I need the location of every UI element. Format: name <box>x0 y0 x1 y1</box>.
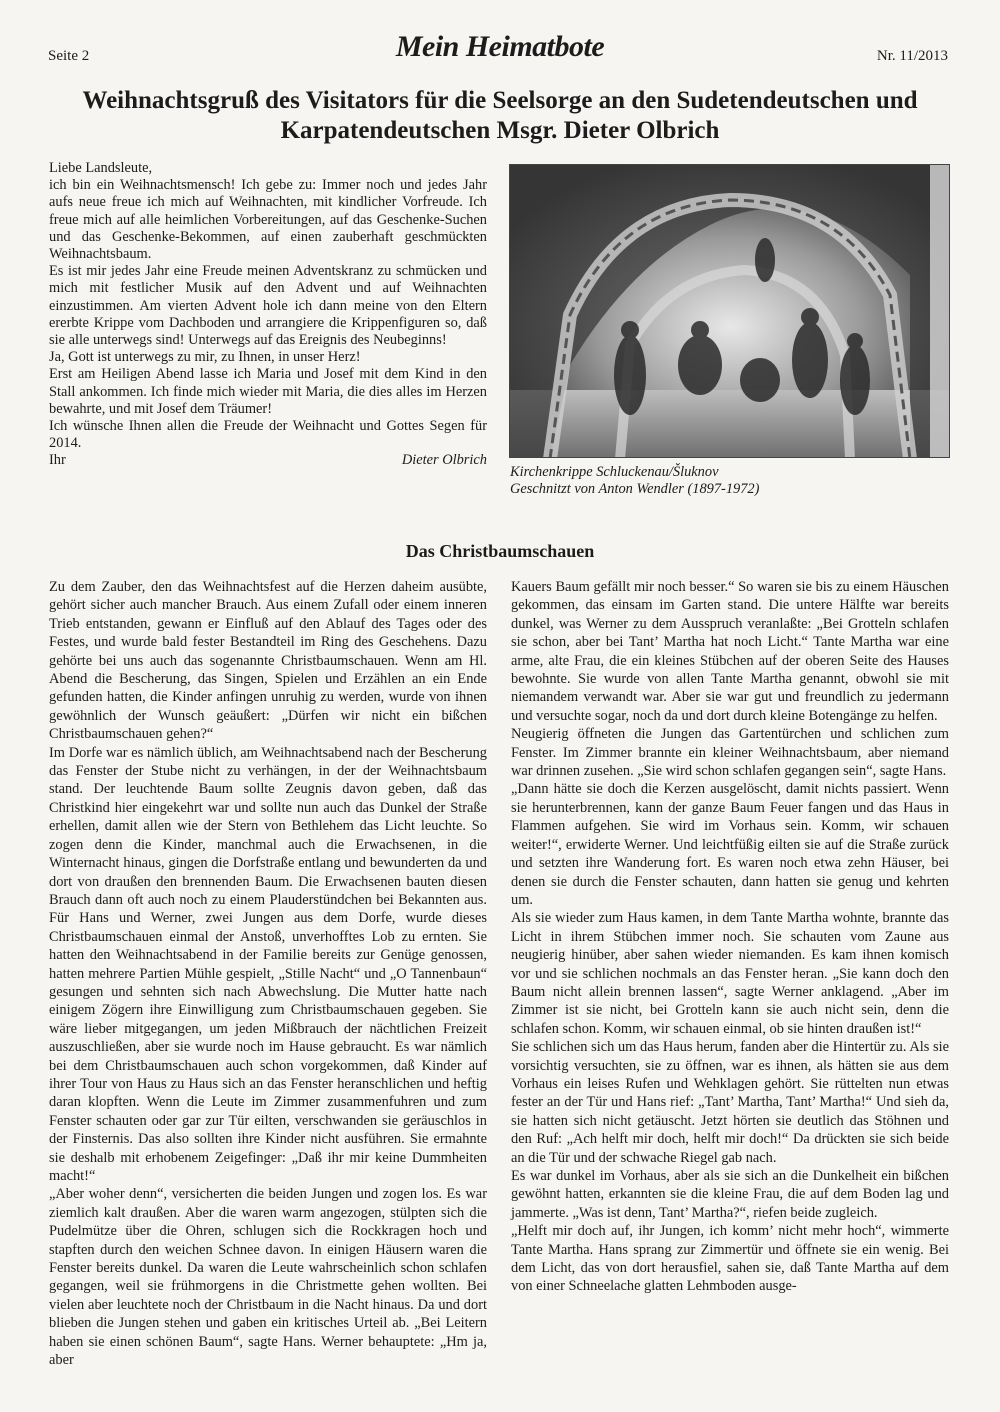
paragraph: Liebe Landsleute, <box>49 160 153 176</box>
nativity-scene-image <box>510 165 950 458</box>
paragraph: Neugierig öffneten die Jungen das Gartentürchen und schlichen zum Fenster. Im Zimmer brannte ein kleiner Weihnachtsbaum, aber niemand war drinnen zusehen. „Sie wird schon schlafen gegangen sein“, sagte Hans. <box>511 726 949 780</box>
paragraph: ich bin ein Weihnachtsmensch! Ich gebe zu: Immer noch und jedes Jahr aufs neue freue ich mich auf Weihnachten, mit kindlicher Vorfreude. Ich freue mich auf alle heimlichen Vorbereitungen, auf das Geschenke-Suchen und das Geschenke-Bekommen, auf einen zauberhaft geschmückten Weihnachtsbaum. <box>49 177 487 263</box>
caption-line: Geschnitzt von Anton Wendler (1897-1972) <box>510 481 760 497</box>
masthead-logo: Mein Heimatbote <box>395 30 605 63</box>
photo-caption <box>510 464 759 498</box>
story-title: Das Christbaumschauen <box>405 541 595 561</box>
story-column-right <box>511 578 949 1296</box>
signature: Dieter Olbrich <box>401 452 487 469</box>
caption-line: Kirchenkrippe Schluckenau/Šluknov <box>510 464 719 480</box>
greeting-text <box>49 160 487 470</box>
paragraph: Erst am Heiligen Abend lasse ich Maria und Josef mit dem Kind in den Stall ankommen. Ich finde mich wieder mit Maria, die dies alles im Herzen bewahrte, und mit Josef dem Träumer! <box>49 366 487 417</box>
page-number: Seite 2 <box>48 48 90 64</box>
paragraph: „Dann hätte sie doch die Kerzen ausgelöscht, damit nichts passiert. Wenn sie herunterbrennen, kann der ganze Baum Feuer fangen und das Haus in Flammen aufgehen. Sie wird im Vorhaus sein. Komm, wir schauen weiter!“, erwiderte Werner. Und leichtfüßig eilten sie auf die Straße zurück und setzten ihre Wanderung fort. Es waren noch etwa zehn Häuser, bei denen sie durch die Fenster schauten, dann hatten sie genug und kehrten um. <box>511 781 949 908</box>
closing: Ihr <box>49 452 66 469</box>
paragraph: Ich wünsche Ihnen allen die Freude der Weihnacht und Gottes Segen für 2014. <box>49 418 487 452</box>
paragraph: „Helft mir doch auf, ihr Jungen, ich komm’ nicht mehr hoch“, wimmerte Tante Martha. Hans sprang zur Zimmertür und öffnete sie ein wenig. Bei dem Licht, das von dort herausfiel, sahen sie, daß Tante Martha auf dem von einer Schneelache glatten Lehmboden ausge- <box>511 1223 949 1295</box>
nativity-photo <box>509 164 950 458</box>
paragraph: Ja, Gott ist unterwegs zu mir, zu Ihnen, in unser Herz! <box>49 349 361 366</box>
paragraph: Sie schlichen sich um das Haus herum, fanden aber die Hintertür zu. Als sie vorsichtig versuchten, sie zu öffnen, war es ihnen, als hätten sie aus dem Vorhaus ein leises Rufen und Wehklagen gehört. Sie rüttelten nun etwas fester an der Tür und Hans rief: „Tant’ Martha, Tant’ Martha!“ Und sieh da, sie hatten sich nicht getäuscht. Jetzt hörten sie deutlich das Stöhnen und den Ruf: „Ach helft mir doch, helft mir doch!“ Da drückten sie sich beide an die Tür und der schwache Riegel gab nach. <box>511 1039 949 1166</box>
paragraph: „Aber woher denn“, versicherten die beiden Jungen und zogen los. Es war ziemlich kalt draußen. Aber die waren warm angezogen, stülpten sich die Pudelmütze über die Ohren, schlugen sich die Rockkragen hoch und stapften durch den weichen Schnee davon. In einigen Häusern waren die Fenster bereits dunkel. Da waren die Leute wahrscheinlich schon schlafen gegangen, weil sie frühmorgens in die Christmette gehen wollten. Bei vielen aber leuchtete noch der Christbaum in die Nacht hinaus. Da und dort blieben die Jungen stehen und gaben ein kritisches Urteil ab. „Bei Leitern haben sie einen schönen Baum“, sagte Hans. Werner behauptete: „Hm ja, aber <box>49 1186 487 1369</box>
paragraph: Kauers Baum gefällt mir noch besser.“ So waren sie bis zu einem Häuschen gekommen, das einsam im Garten stand. Die untere Hälfte war bereits dunkel, was Werner zu dem Ausspruch veranlaßte: „Bei Grotteln schlafen sie schon, aber bei Tant’ Martha hat noch Licht.“ Tante Martha war eine arme, alte Frau, die ein kleines Stübchen auf der oberen Seite des Hauses bewohnte. Sie wurde von allen Tante Martha genannt, obwohl sie mit niemandem verwandt war. Aber sie war gut und freundlich zu jedermann und versuchte sogar, noch da und dort durch kleine Botengänge zu helfen. <box>511 579 949 724</box>
paragraph: Es war dunkel im Vorhaus, aber als sie sich an die Dunkelheit ein bißchen gewöhnt hatten, erkannten sie die kleine Frau, die auf dem Boden lag und jammerte. „Was ist denn, Tant’ Martha?“, riefen beide zugleich. <box>511 1168 949 1221</box>
signature-line <box>49 452 487 469</box>
paragraph: Zu dem Zauber, den das Weihnachtsfest auf die Herzen daheim ausübte, gehört sicher auch mancher Brauch. Aus einem Zufall oder einem inneren Trieb entstanden, gewann er Einfluß auf den Ablauf des Tages oder des Festes, und wurde bald fester Bestandteil im Ring des Geschehens. Dazu gehörte bei uns auch das sogenannte Christbaumschauen. Wenn am Hl. Abend die Bescherung, das Singen, Spielen und Erzählen an ein Ende gefunden hatten, die Kinder anfingen unruhig zu werden, wurde von ihnen gewöhnlich der Wunsch geäußert: „Dürfen wir nicht ein bißchen Christbaumschauen gehen?“ <box>49 579 487 743</box>
paragraph: Als sie wieder zum Haus kamen, in dem Tante Martha wohnte, brannte das Licht in ihrem Stübchen immer noch. Sie schauten vom Zaune aus neugierig hinüber, aber sahen wieder niemanden. Es kam ihnen komisch vor und sie schlichen nochmals an das Fenster heran. „Sie kann doch den Baum nicht allein brennen lassen“, sagte Werner anklagend. „Aber im Zimmer ist sie nicht, bei Grotteln kann sie auch nicht sein, denn die schlafen schon. Komm, wir schauen einmal, ob sie hinten draußen ist!“ <box>511 910 949 1037</box>
article-title: Weihnachtsgruß des Visitators für die Seelsorge an den Sudetendeutschen und Karpatendeutschen Msgr. Dieter Olbrich <box>82 87 918 144</box>
story-column-left <box>49 578 487 1369</box>
paragraph: Im Dorfe war es nämlich üblich, am Weihnachtsabend nach der Bescherung das Fenster der Stube nicht zu verhängen, in der der Weihnachtsbaum stand. Der leuchtende Baum sollte Zeugnis davon geben, daß das Christkind hier eingekehrt war und sollte nun auch das Dunkel der Straße erhellen, damit allen wie der Stern von Bethlehem das Licht leuchte. So zogen denn die Kinder, manchmal auch die Erwachsenen, in die Winternacht hinaus, gingen die Dorfstraße entlang und bewunderten da und dort von draußen den brennenden Baum. Die Erwachsenen bauten diesen Brauch dann oft auch noch zu einem Plauderstündchen bei Bekannten aus. Für Hans und Werner, zwei Jungen aus dem Dorfe, wurde dieses Christbaumschauen einmal der Anstoß, unverhofftes Lob zu ernten. Sie hatten den Weihnachtsabend in der Familie bereits zur Genüge genossen, hatten mehrere Partien Mühle gespielt, „Stille Nacht“ und „O Tannenbaun“ gesungen und sehnten sich nach Abwechslung. Die Mutter hatte nach einigem Zögern ihre Einwilligung zum Christbaumschauen gegeben. Sie wäre lieber mitgegangen, um jeden Mißbrauch der nächtlichen Freizeit auszuschließen, aber sie wurde noch im Hause gebraucht. Es war nämlich bei dem Christbaumschauen auch schon vorgekommen, daß Kinder auf ihrer Tour von Haus zu Haus sich an das Fenster heranschlichen und heftig daran klopften. Wenn die Leute im Zimmer zusammenfuhren und zum Fenster schauten oder gar zur Tür eilten, verschwanden sie geräuschlos in der Finsternis. Das also sollten ihre Kinder nicht ausführen. Sie ermahnte sie deshalb mit erhobenem Zeigefinger: „Daß ihr mir keine Dummheiten macht!“ <box>49 744 487 1184</box>
paragraph: Es ist mir jedes Jahr eine Freude meinen Adventskranz zu schmücken und mich mit festlicher Musik auf den Advent und auf Weihnachten einzustimmen. Am vierten Advent hole ich dann meine von den Eltern ererbte Krippe vom Dachboden und arrangiere die Krippenfiguren so, daß sie alle unterwegs sind! Unterwegs auf das Ereignis des Neubeginns! <box>49 263 487 349</box>
issue-number: Nr. 11/2013 <box>876 48 948 64</box>
